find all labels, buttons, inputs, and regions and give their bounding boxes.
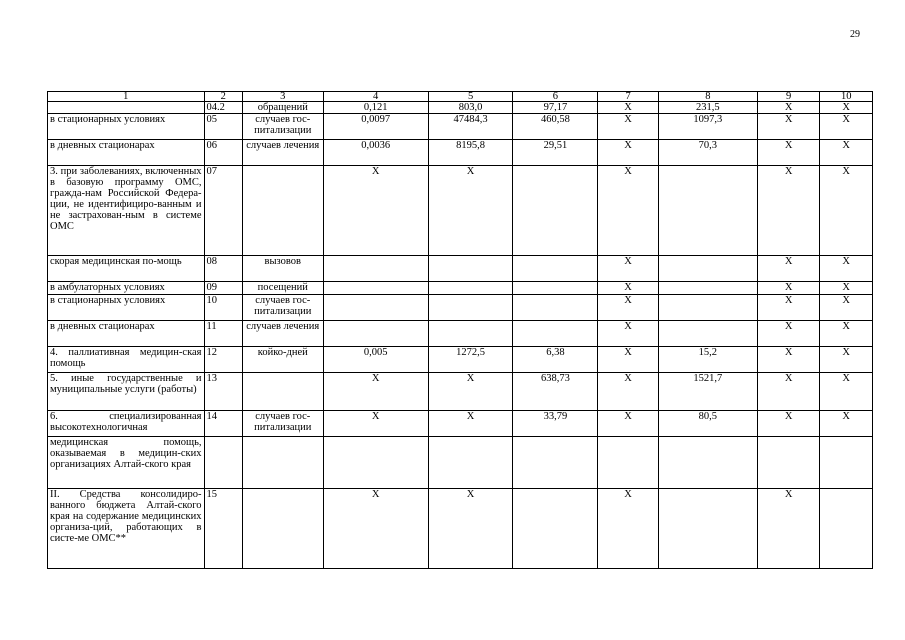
table-cell <box>428 282 513 295</box>
table-cell: X <box>820 114 873 140</box>
table-cell: 04.2 <box>204 102 242 114</box>
table-cell: 0,0097 <box>323 114 428 140</box>
table-row <box>48 114 873 140</box>
table-cell: в стационарных условиях <box>48 114 205 140</box>
table-cell <box>428 256 513 282</box>
table-header-row <box>48 92 873 102</box>
table-cell: X <box>598 295 659 321</box>
table-cell: в дневных стационарах <box>48 140 205 166</box>
table-cell <box>428 321 513 347</box>
table-cell <box>513 256 598 282</box>
table-cell <box>323 437 428 489</box>
table-cell: 0,005 <box>323 347 428 373</box>
table-cell: X <box>323 373 428 411</box>
table-cell <box>428 295 513 321</box>
header-cell: 9 <box>757 92 820 102</box>
header-cell: 5 <box>428 92 513 102</box>
table-cell: X <box>323 411 428 437</box>
table-cell: X <box>598 411 659 437</box>
table-cell: случаев лечения <box>242 321 323 347</box>
table-cell: 05 <box>204 114 242 140</box>
header-cell: 6 <box>513 92 598 102</box>
table-cell: X <box>757 282 820 295</box>
table-row <box>48 437 873 489</box>
table-cell <box>513 166 598 256</box>
table-cell: посещений <box>242 282 323 295</box>
table-cell: X <box>757 411 820 437</box>
table-cell: 231,5 <box>658 102 757 114</box>
tariff-table <box>47 91 873 569</box>
table-cell: в амбулаторных условиях <box>48 282 205 295</box>
table-cell: случаев лечения <box>242 140 323 166</box>
table-cell <box>323 282 428 295</box>
table-cell: X <box>820 295 873 321</box>
table-row <box>48 282 873 295</box>
header-cell: 4 <box>323 92 428 102</box>
table-cell <box>48 102 205 114</box>
table-cell: койко-дней <box>242 347 323 373</box>
table-row <box>48 295 873 321</box>
table-cell: X <box>598 114 659 140</box>
table-cell: X <box>757 295 820 321</box>
table-cell <box>598 437 659 489</box>
table-cell: X <box>598 256 659 282</box>
table-cell: X <box>598 166 659 256</box>
table-cell <box>658 437 757 489</box>
table-cell: 07 <box>204 166 242 256</box>
table-cell: в дневных стационарах <box>48 321 205 347</box>
table-cell <box>323 256 428 282</box>
table-cell <box>513 321 598 347</box>
table-cell: 5. иные государственные и муниципальные услуги (работы) <box>48 373 205 411</box>
table-cell: 33,79 <box>513 411 598 437</box>
table-cell: X <box>598 321 659 347</box>
table-row <box>48 347 873 373</box>
table-cell: X <box>820 373 873 411</box>
table-cell: X <box>820 256 873 282</box>
header-cell: 8 <box>658 92 757 102</box>
table-cell: 1521,7 <box>658 373 757 411</box>
table-cell <box>820 489 873 569</box>
table-cell: 10 <box>204 295 242 321</box>
table-row <box>48 489 873 569</box>
table-cell: X <box>323 166 428 256</box>
table-cell: X <box>598 102 659 114</box>
table-cell: 11 <box>204 321 242 347</box>
table-cell: X <box>598 140 659 166</box>
header-cell: 7 <box>598 92 659 102</box>
table-cell: 14 <box>204 411 242 437</box>
table-cell: X <box>757 347 820 373</box>
table-cell: X <box>428 166 513 256</box>
table-cell: X <box>820 140 873 166</box>
table-cell: 0,0036 <box>323 140 428 166</box>
table-cell: X <box>598 489 659 569</box>
table-cell: 80,5 <box>658 411 757 437</box>
table-cell: X <box>757 373 820 411</box>
table-cell <box>658 295 757 321</box>
table-cell <box>242 166 323 256</box>
table-cell: 06 <box>204 140 242 166</box>
table-cell: вызовов <box>242 256 323 282</box>
table-row <box>48 321 873 347</box>
table-cell: X <box>323 489 428 569</box>
table-cell: X <box>757 256 820 282</box>
table-cell: 6. специализированная высокотехнологичная <box>48 411 205 437</box>
table-row <box>48 373 873 411</box>
table-cell <box>658 282 757 295</box>
table-cell: X <box>428 373 513 411</box>
table-cell: X <box>598 282 659 295</box>
header-cell: 3 <box>242 92 323 102</box>
table-cell: 3. при заболеваниях, включенных в базовую программу ОМС, гражда-нам Российской Федера-ции, не идентифициро-ванным и не застрахован-ным в системе ОМС <box>48 166 205 256</box>
table-cell: медицинская помощь, оказываемая в медицин-ских организациях Алтай-ского края <box>48 437 205 489</box>
header-cell: 1 <box>48 92 205 102</box>
table-cell: X <box>757 102 820 114</box>
header-cell: 10 <box>820 92 873 102</box>
table-cell: случаев гос-питализации <box>242 114 323 140</box>
table-cell: 08 <box>204 256 242 282</box>
table-cell: 12 <box>204 347 242 373</box>
table-cell: 09 <box>204 282 242 295</box>
table-cell: 803,0 <box>428 102 513 114</box>
table-cell: случаев гос-питализации <box>242 411 323 437</box>
table-cell: 6,38 <box>513 347 598 373</box>
table-cell: 70,3 <box>658 140 757 166</box>
table-body <box>48 102 873 569</box>
table-cell: X <box>820 166 873 256</box>
table-cell: X <box>598 347 659 373</box>
table-row <box>48 102 873 114</box>
table-cell: в стационарных условиях <box>48 295 205 321</box>
table-cell <box>242 373 323 411</box>
table-cell: 460,58 <box>513 114 598 140</box>
table-cell <box>658 166 757 256</box>
table-row <box>48 411 873 437</box>
table-cell: 97,17 <box>513 102 598 114</box>
header-cell: 2 <box>204 92 242 102</box>
table-cell: 8195,8 <box>428 140 513 166</box>
table-cell: X <box>820 347 873 373</box>
page-number: 29 <box>850 29 860 40</box>
table-cell <box>658 489 757 569</box>
table-cell: 1272,5 <box>428 347 513 373</box>
table-cell: X <box>757 114 820 140</box>
table-cell: 13 <box>204 373 242 411</box>
table-cell <box>323 321 428 347</box>
table-cell: 4. паллиативная медицин-ская помощь <box>48 347 205 373</box>
table-cell <box>242 489 323 569</box>
table-cell: X <box>757 321 820 347</box>
table-cell: X <box>820 282 873 295</box>
table-cell: X <box>757 166 820 256</box>
table-cell: скорая медицинская по-мощь <box>48 256 205 282</box>
table-cell: X <box>757 140 820 166</box>
table-cell: 1097,3 <box>658 114 757 140</box>
table-cell: 47484,3 <box>428 114 513 140</box>
table-cell: случаев гос-питализации <box>242 295 323 321</box>
table-cell <box>513 437 598 489</box>
table-cell: X <box>820 102 873 114</box>
table-cell: 0,121 <box>323 102 428 114</box>
table-cell <box>204 437 242 489</box>
table-cell: 15,2 <box>658 347 757 373</box>
table-row <box>48 166 873 256</box>
table-cell <box>513 282 598 295</box>
table-cell <box>658 321 757 347</box>
table-cell: X <box>757 489 820 569</box>
table-cell <box>323 295 428 321</box>
table-cell: 638,73 <box>513 373 598 411</box>
table-cell <box>513 295 598 321</box>
table-cell: X <box>820 321 873 347</box>
table-row <box>48 256 873 282</box>
table-cell <box>513 489 598 569</box>
table-cell: X <box>598 373 659 411</box>
table-cell: 15 <box>204 489 242 569</box>
table-cell <box>757 437 820 489</box>
table-cell: X <box>428 411 513 437</box>
table-cell <box>242 437 323 489</box>
table-cell <box>820 437 873 489</box>
table-cell: 29,51 <box>513 140 598 166</box>
table-cell: II. Средства консолидиро-ванного бюджета Алтай-ского края на содержание медицинских организа-ций, работающих в систе-ме ОМС** <box>48 489 205 569</box>
table-cell <box>428 437 513 489</box>
table-cell: X <box>820 411 873 437</box>
table-cell: X <box>428 489 513 569</box>
table-row <box>48 140 873 166</box>
table-cell <box>658 256 757 282</box>
table-cell: обращений <box>242 102 323 114</box>
